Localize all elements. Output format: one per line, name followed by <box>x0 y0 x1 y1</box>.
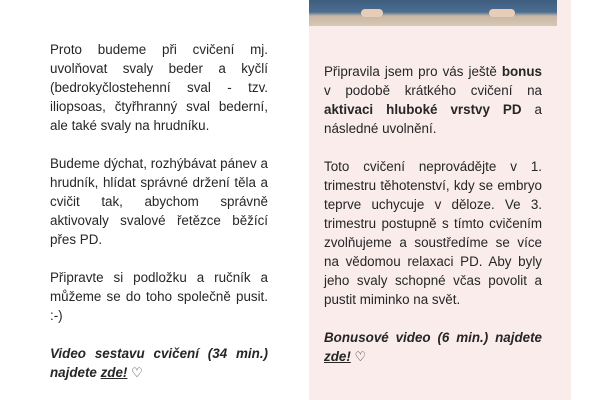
left-column <box>50 40 268 383</box>
right-p1-text-a: Připravila jsem pro vás ještě <box>324 64 502 79</box>
bonus-word: bonus <box>501 64 542 79</box>
left-video-line <box>50 344 268 383</box>
left-paragraph-2: Budeme dýchat, rozhýbávat pánev a hrudník, hlídat správné držení těla a cvičit tak, abychom správně aktivovaly svalové řetězce běžící přes PD. <box>50 156 268 247</box>
right-paragraph-2: Toto cvičení neprovádějte v 1. trimestru těhotenství, kdy se embryo teprve uchycuje v děloze. Ve 3. trimestru postupně s tímto cvičením zvolňujeme a soustředíme se více na vědomou relaxaci PD. Aby byly jeho svaly schopné včas povolit a pustit miminko na svět. <box>324 159 542 307</box>
right-p1-text-b: v podobě krátkého cvičení na <box>324 83 542 98</box>
right-column <box>324 62 542 367</box>
left-video-text: Video sestavu cvičení (34 min.) najdete <box>50 346 268 380</box>
left-video-link[interactable]: zde! <box>100 365 128 380</box>
heart-icon: ♡ <box>131 366 143 381</box>
right-video-text: Bonusové video (6 min.) najdete <box>324 330 542 345</box>
deep-layer-activation: aktivaci hluboké vrstvy PD <box>324 102 522 117</box>
left-paragraph-1: Proto budeme při cvičení mj. uvolňovat svaly beder a kyčlí (bedrokyčlostehenní sval - tzv. iliopsoas, čtyřhranný sval bederní, ale také svaly na hrudníku. <box>50 42 268 133</box>
heart-icon: ♡ <box>354 350 367 365</box>
right-p1-text-c: a následné uvolnění. <box>324 102 542 136</box>
left-paragraph-3: Připravte si podložku a ručník a můžeme se do toho společně pusit. :-) <box>50 270 268 323</box>
right-video-line <box>324 328 542 367</box>
photo-hand-right <box>489 9 515 17</box>
exercise-photo <box>309 0 557 26</box>
right-paragraph-1 <box>324 62 542 138</box>
photo-hand-left <box>361 9 383 17</box>
right-video-link[interactable]: zde! <box>324 349 351 364</box>
